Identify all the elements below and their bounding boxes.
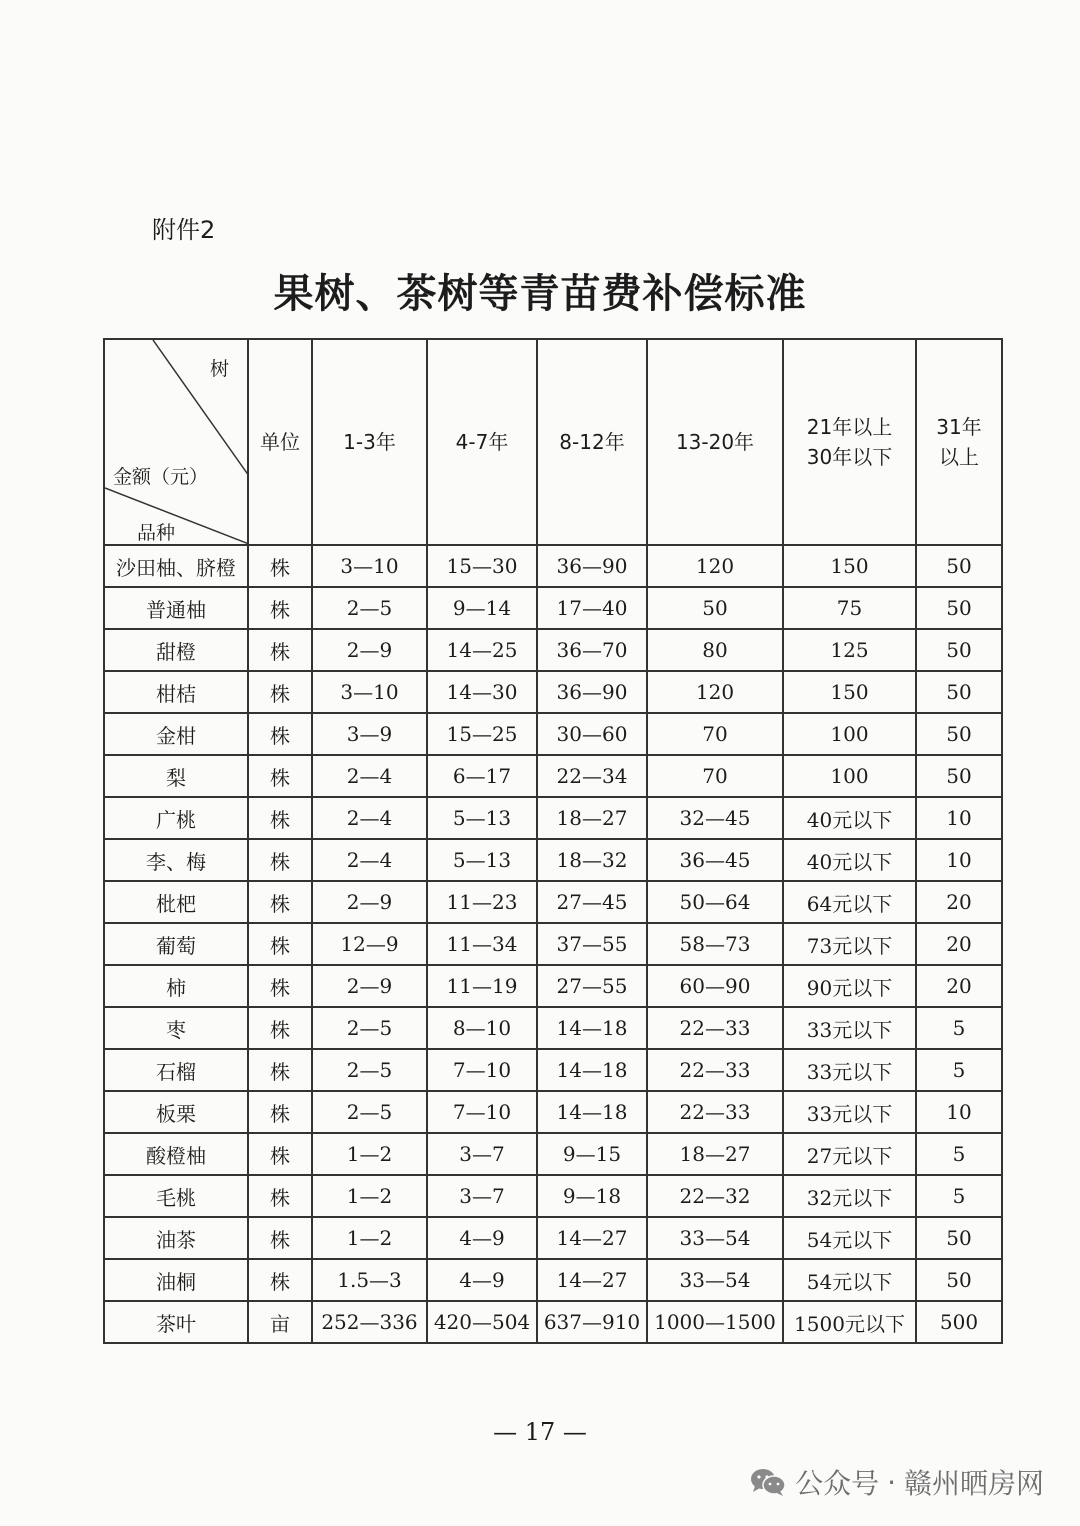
value-8-12: 37—55 bbox=[537, 923, 647, 965]
value-8-12: 637—910 bbox=[537, 1301, 647, 1343]
value-8-12: 14—18 bbox=[537, 1091, 647, 1133]
value-1-3: 2—5 bbox=[312, 587, 427, 629]
value-8-12: 36—90 bbox=[537, 545, 647, 587]
variety-cell: 酸橙柚 bbox=[104, 1133, 248, 1175]
table-row bbox=[104, 1175, 1002, 1217]
variety-cell: 油桐 bbox=[104, 1259, 248, 1301]
value-21-30: 54元以下 bbox=[783, 1217, 916, 1259]
value-4-7: 15—30 bbox=[427, 545, 537, 587]
value-8-12: 9—18 bbox=[537, 1175, 647, 1217]
value-1-3: 12—9 bbox=[312, 923, 427, 965]
value-1-3: 3—9 bbox=[312, 713, 427, 755]
attachment-label: 附件2 bbox=[152, 216, 216, 244]
value-21-30: 73元以下 bbox=[783, 923, 916, 965]
value-31-plus: 50 bbox=[916, 587, 1002, 629]
unit-cell: 株 bbox=[248, 1091, 312, 1133]
unit-cell: 株 bbox=[248, 923, 312, 965]
unit-cell: 株 bbox=[248, 629, 312, 671]
value-13-20: 50—64 bbox=[647, 881, 783, 923]
value-21-30: 64元以下 bbox=[783, 881, 916, 923]
variety-cell: 梨 bbox=[104, 755, 248, 797]
value-4-7: 6—17 bbox=[427, 755, 537, 797]
value-13-20: 32—45 bbox=[647, 797, 783, 839]
header-13-20-years: 13-20年 bbox=[647, 339, 783, 545]
value-8-12: 14—18 bbox=[537, 1007, 647, 1049]
table-row bbox=[104, 1091, 1002, 1133]
value-21-30: 100 bbox=[783, 713, 916, 755]
variety-cell: 茶叶 bbox=[104, 1301, 248, 1343]
value-8-12: 18—32 bbox=[537, 839, 647, 881]
corner-cell bbox=[104, 339, 248, 545]
value-13-20: 22—33 bbox=[647, 1007, 783, 1049]
unit-cell: 亩 bbox=[248, 1301, 312, 1343]
value-21-30: 40元以下 bbox=[783, 797, 916, 839]
value-31-plus: 10 bbox=[916, 797, 1002, 839]
header-unit: 单位 bbox=[248, 339, 312, 545]
value-4-7: 7—10 bbox=[427, 1049, 537, 1091]
value-4-7: 4—9 bbox=[427, 1217, 537, 1259]
value-8-12: 14—27 bbox=[537, 1217, 647, 1259]
value-4-7: 11—34 bbox=[427, 923, 537, 965]
header-31-line1: 31年 bbox=[936, 415, 982, 439]
value-4-7: 8—10 bbox=[427, 1007, 537, 1049]
value-8-12: 14—27 bbox=[537, 1259, 647, 1301]
variety-cell: 沙田柚、脐橙 bbox=[104, 545, 248, 587]
value-1-3: 1—2 bbox=[312, 1217, 427, 1259]
value-31-plus: 500 bbox=[916, 1301, 1002, 1343]
table-row bbox=[104, 1049, 1002, 1091]
value-21-30: 33元以下 bbox=[783, 1091, 916, 1133]
value-31-plus: 5 bbox=[916, 1007, 1002, 1049]
variety-cell: 葡萄 bbox=[104, 923, 248, 965]
value-13-20: 50 bbox=[647, 587, 783, 629]
value-13-20: 22—33 bbox=[647, 1049, 783, 1091]
value-1-3: 2—4 bbox=[312, 839, 427, 881]
value-4-7: 420—504 bbox=[427, 1301, 537, 1343]
value-31-plus: 50 bbox=[916, 629, 1002, 671]
variety-cell: 毛桃 bbox=[104, 1175, 248, 1217]
value-8-12: 36—70 bbox=[537, 629, 647, 671]
value-21-30: 40元以下 bbox=[783, 839, 916, 881]
value-8-12: 27—45 bbox=[537, 881, 647, 923]
value-13-20: 58—73 bbox=[647, 923, 783, 965]
table-row bbox=[104, 923, 1002, 965]
value-8-12: 18—27 bbox=[537, 797, 647, 839]
wechat-icon bbox=[749, 1466, 787, 1498]
value-21-30: 150 bbox=[783, 671, 916, 713]
table-row bbox=[104, 1301, 1002, 1343]
variety-cell: 石榴 bbox=[104, 1049, 248, 1091]
unit-cell: 株 bbox=[248, 755, 312, 797]
table-row bbox=[104, 1007, 1002, 1049]
watermark bbox=[749, 1462, 1044, 1502]
value-1-3: 2—9 bbox=[312, 629, 427, 671]
table-row bbox=[104, 881, 1002, 923]
table-row bbox=[104, 839, 1002, 881]
value-13-20: 22—32 bbox=[647, 1175, 783, 1217]
watermark-prefix: 公众号 bbox=[795, 1467, 880, 1500]
value-4-7: 5—13 bbox=[427, 797, 537, 839]
value-31-plus: 5 bbox=[916, 1175, 1002, 1217]
corner-amount-label: 金额（元） bbox=[113, 466, 209, 488]
variety-cell: 李、梅 bbox=[104, 839, 248, 881]
value-1-3: 252—336 bbox=[312, 1301, 427, 1343]
unit-cell: 株 bbox=[248, 1133, 312, 1175]
unit-cell: 株 bbox=[248, 1259, 312, 1301]
corner-variety-label: 品种 bbox=[137, 522, 176, 544]
value-21-30: 54元以下 bbox=[783, 1259, 916, 1301]
table-row bbox=[104, 587, 1002, 629]
value-1-3: 1.5—3 bbox=[312, 1259, 427, 1301]
header-4-7-years: 4-7年 bbox=[427, 339, 537, 545]
value-21-30: 90元以下 bbox=[783, 965, 916, 1007]
value-8-12: 9—15 bbox=[537, 1133, 647, 1175]
value-1-3: 1—2 bbox=[312, 1133, 427, 1175]
value-31-plus: 20 bbox=[916, 923, 1002, 965]
value-8-12: 14—18 bbox=[537, 1049, 647, 1091]
value-4-7: 11—19 bbox=[427, 965, 537, 1007]
value-21-30: 27元以下 bbox=[783, 1133, 916, 1175]
value-13-20: 60—90 bbox=[647, 965, 783, 1007]
value-13-20: 18—27 bbox=[647, 1133, 783, 1175]
value-21-30: 75 bbox=[783, 587, 916, 629]
value-4-7: 5—13 bbox=[427, 839, 537, 881]
unit-cell: 株 bbox=[248, 1049, 312, 1091]
unit-cell: 株 bbox=[248, 545, 312, 587]
value-1-3: 1—2 bbox=[312, 1175, 427, 1217]
unit-cell: 株 bbox=[248, 587, 312, 629]
value-21-30: 100 bbox=[783, 755, 916, 797]
value-21-30: 32元以下 bbox=[783, 1175, 916, 1217]
variety-cell: 普通柚 bbox=[104, 587, 248, 629]
value-31-plus: 50 bbox=[916, 1217, 1002, 1259]
value-1-3: 3—10 bbox=[312, 545, 427, 587]
value-1-3: 2—9 bbox=[312, 881, 427, 923]
variety-cell: 柑桔 bbox=[104, 671, 248, 713]
table-row bbox=[104, 713, 1002, 755]
table-row bbox=[104, 755, 1002, 797]
unit-cell: 株 bbox=[248, 965, 312, 1007]
table-row bbox=[104, 797, 1002, 839]
value-13-20: 70 bbox=[647, 713, 783, 755]
value-8-12: 17—40 bbox=[537, 587, 647, 629]
variety-cell: 板栗 bbox=[104, 1091, 248, 1133]
value-4-7: 14—25 bbox=[427, 629, 537, 671]
value-13-20: 120 bbox=[647, 545, 783, 587]
table-row bbox=[104, 671, 1002, 713]
value-1-3: 2—5 bbox=[312, 1049, 427, 1091]
header-21-30-line2: 30年以下 bbox=[806, 445, 893, 469]
unit-cell: 株 bbox=[248, 797, 312, 839]
value-1-3: 2—4 bbox=[312, 755, 427, 797]
value-4-7: 7—10 bbox=[427, 1091, 537, 1133]
value-31-plus: 20 bbox=[916, 881, 1002, 923]
value-31-plus: 5 bbox=[916, 1049, 1002, 1091]
value-8-12: 30—60 bbox=[537, 713, 647, 755]
page-number: — 17 — bbox=[493, 1418, 587, 1446]
value-31-plus: 50 bbox=[916, 671, 1002, 713]
value-4-7: 4—9 bbox=[427, 1259, 537, 1301]
value-4-7: 3—7 bbox=[427, 1133, 537, 1175]
value-21-30: 150 bbox=[783, 545, 916, 587]
value-4-7: 15—25 bbox=[427, 713, 537, 755]
variety-cell: 柿 bbox=[104, 965, 248, 1007]
value-31-plus: 50 bbox=[916, 755, 1002, 797]
corner-tree-label: 树 bbox=[209, 358, 229, 380]
watermark-account: 赣州晒房网 bbox=[903, 1467, 1044, 1500]
value-13-20: 33—54 bbox=[647, 1217, 783, 1259]
unit-cell: 株 bbox=[248, 881, 312, 923]
value-8-12: 22—34 bbox=[537, 755, 647, 797]
value-13-20: 33—54 bbox=[647, 1259, 783, 1301]
header-31-plus-years bbox=[916, 339, 1002, 545]
table-row bbox=[104, 545, 1002, 587]
value-8-12: 36—90 bbox=[537, 671, 647, 713]
variety-cell: 广桃 bbox=[104, 797, 248, 839]
value-21-30: 33元以下 bbox=[783, 1007, 916, 1049]
value-31-plus: 50 bbox=[916, 545, 1002, 587]
table-row bbox=[104, 1133, 1002, 1175]
compensation-table bbox=[103, 338, 1003, 1344]
header-31-line2: 以上 bbox=[939, 445, 979, 469]
value-1-3: 2—5 bbox=[312, 1007, 427, 1049]
header-21-30-line1: 21年以上 bbox=[806, 415, 893, 439]
value-31-plus: 50 bbox=[916, 713, 1002, 755]
variety-cell: 油茶 bbox=[104, 1217, 248, 1259]
value-21-30: 125 bbox=[783, 629, 916, 671]
header-1-3-years: 1-3年 bbox=[312, 339, 427, 545]
value-13-20: 120 bbox=[647, 671, 783, 713]
table-row bbox=[104, 1217, 1002, 1259]
unit-cell: 株 bbox=[248, 1217, 312, 1259]
header-row bbox=[104, 339, 1002, 545]
table-row bbox=[104, 629, 1002, 671]
document-title: 果树、茶树等青苗费补偿标准 bbox=[273, 271, 807, 317]
value-31-plus: 50 bbox=[916, 1259, 1002, 1301]
value-13-20: 80 bbox=[647, 629, 783, 671]
value-4-7: 11—23 bbox=[427, 881, 537, 923]
value-4-7: 9—14 bbox=[427, 587, 537, 629]
table-row bbox=[104, 1259, 1002, 1301]
value-8-12: 27—55 bbox=[537, 965, 647, 1007]
value-13-20: 36—45 bbox=[647, 839, 783, 881]
header-21-30-years bbox=[783, 339, 916, 545]
value-1-3: 2—5 bbox=[312, 1091, 427, 1133]
variety-cell: 金柑 bbox=[104, 713, 248, 755]
unit-cell: 株 bbox=[248, 671, 312, 713]
value-31-plus: 10 bbox=[916, 1091, 1002, 1133]
value-21-30: 1500元以下 bbox=[783, 1301, 916, 1343]
variety-cell: 枣 bbox=[104, 1007, 248, 1049]
watermark-separator: · bbox=[887, 1465, 896, 1499]
value-4-7: 3—7 bbox=[427, 1175, 537, 1217]
value-31-plus: 20 bbox=[916, 965, 1002, 1007]
unit-cell: 株 bbox=[248, 1007, 312, 1049]
value-1-3: 2—4 bbox=[312, 797, 427, 839]
value-21-30: 33元以下 bbox=[783, 1049, 916, 1091]
variety-cell: 甜橙 bbox=[104, 629, 248, 671]
value-31-plus: 10 bbox=[916, 839, 1002, 881]
header-8-12-years: 8-12年 bbox=[537, 339, 647, 545]
value-1-3: 2—9 bbox=[312, 965, 427, 1007]
unit-cell: 株 bbox=[248, 1175, 312, 1217]
value-31-plus: 5 bbox=[916, 1133, 1002, 1175]
value-4-7: 14—30 bbox=[427, 671, 537, 713]
value-13-20: 70 bbox=[647, 755, 783, 797]
table-row bbox=[104, 965, 1002, 1007]
unit-cell: 株 bbox=[248, 713, 312, 755]
value-13-20: 1000—1500 bbox=[647, 1301, 783, 1343]
variety-cell: 枇杷 bbox=[104, 881, 248, 923]
value-1-3: 3—10 bbox=[312, 671, 427, 713]
unit-cell: 株 bbox=[248, 839, 312, 881]
value-13-20: 22—33 bbox=[647, 1091, 783, 1133]
